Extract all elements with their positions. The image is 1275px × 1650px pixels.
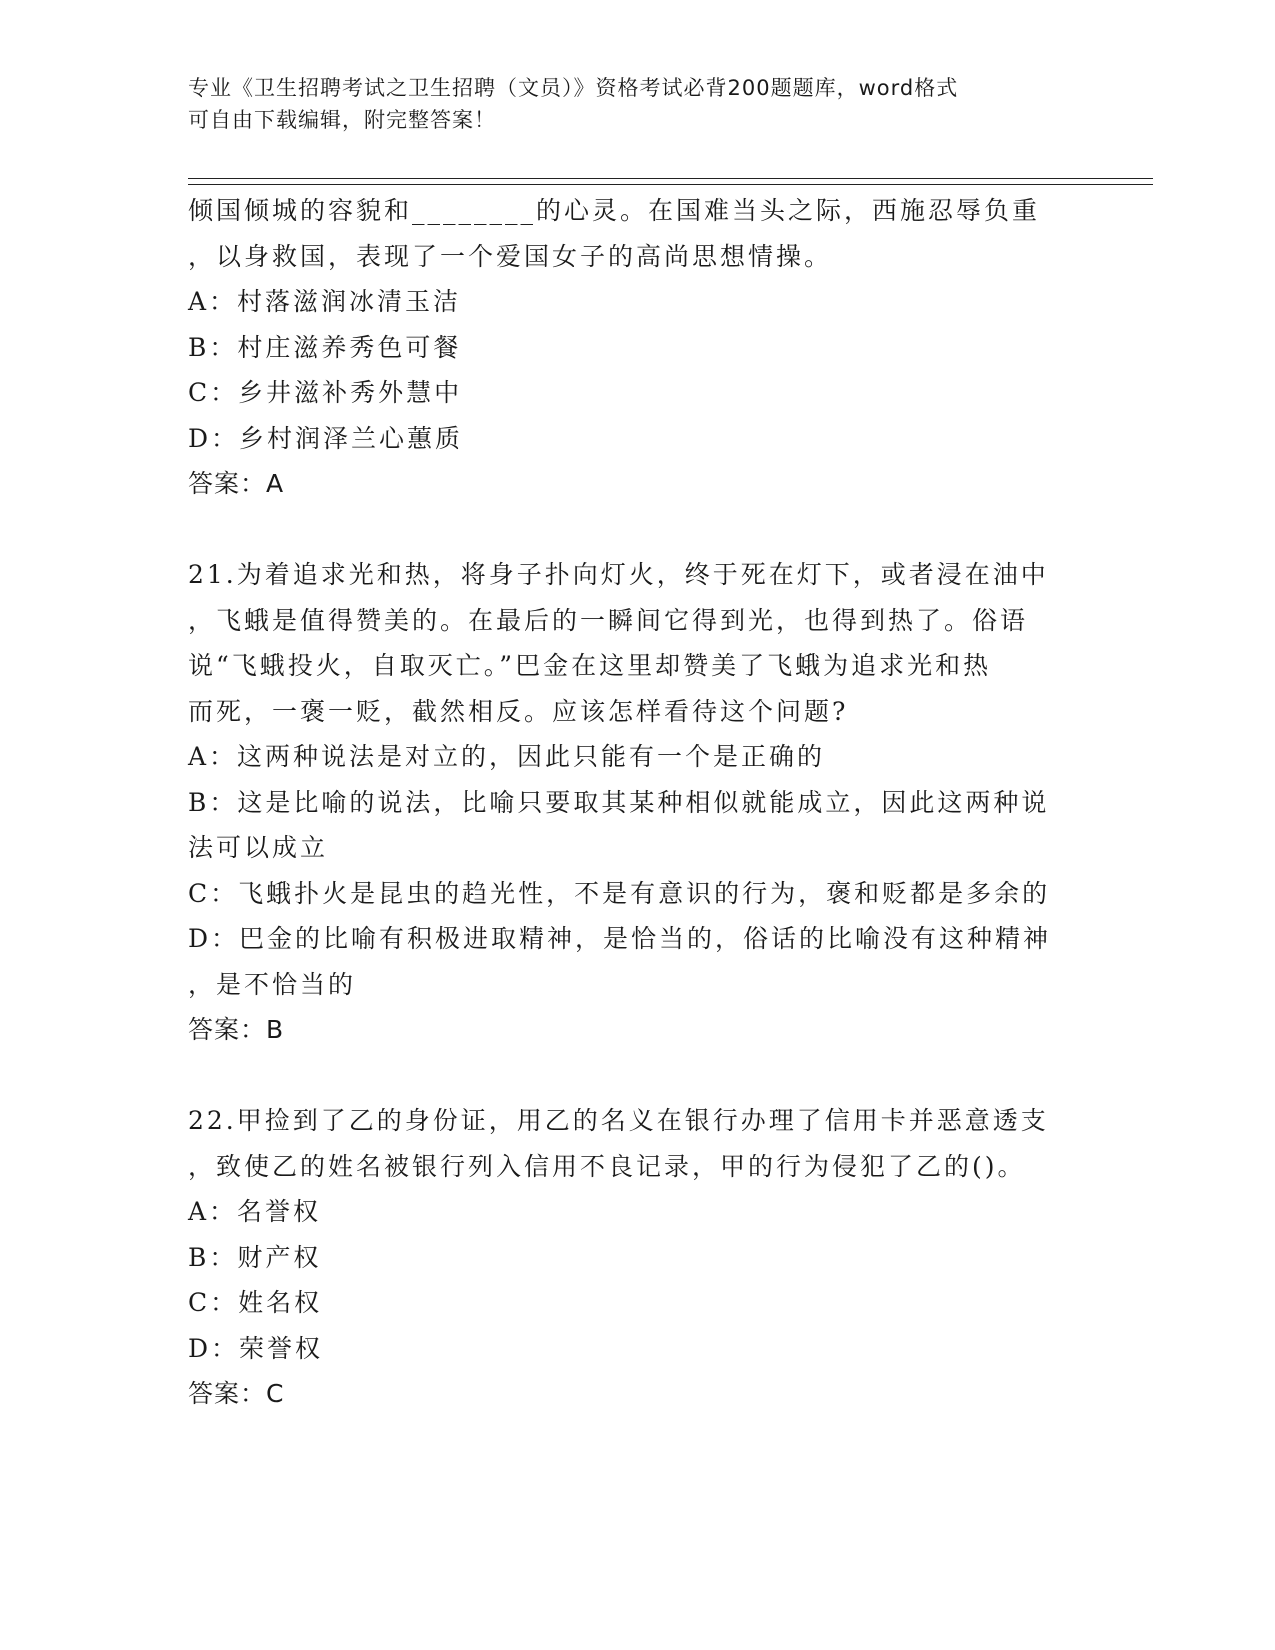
- option-d: D：荣誉权: [188, 1333, 324, 1363]
- option-c: C：乡井滋补秀外慧中: [188, 378, 463, 407]
- question-stem-line: 21.为着追求光和热，将身子扑向灯火，终于死在灯下，或者浸在油中: [188, 560, 1049, 589]
- question-stem-line: 而死，一褒一贬，截然相反。应该怎样看待这个问题?: [188, 696, 849, 726]
- option-d-continued: ，是不恰当的: [188, 969, 357, 999]
- option-b: B：财产权: [188, 1242, 322, 1272]
- option-a: A：名誉权: [188, 1197, 322, 1226]
- option-b-continued: 法可以成立: [188, 833, 329, 862]
- question-stem-line: 倾国倾城的容貌和________的心灵。在国难当头之际，西施忍辱负重: [188, 196, 1041, 225]
- option-c: C：飞蛾扑火是昆虫的趋光性，不是有意识的行为，褒和贬都是多余的: [188, 878, 1051, 908]
- question-stem-line: 22.甲捡到了乙的身份证，用乙的名义在银行办理了信用卡并恶意透支: [188, 1106, 1049, 1135]
- answer: 答案：B: [188, 1015, 285, 1044]
- option-c: C：姓名权: [188, 1288, 323, 1317]
- question-stem-line: 说“飞蛾投火，自取灭亡。”巴金在这里却赞美了飞蛾为追求光和热: [188, 651, 992, 680]
- option-b: B：村庄滋养秀色可餐: [188, 332, 462, 362]
- header-line-2: 可自由下载编辑，附完整答案！: [188, 108, 496, 132]
- header-line-1: 专业《卫生招聘考试之卫生招聘（文员）》资格考试必背200题题库，word格式: [188, 76, 959, 100]
- answer: 答案：A: [188, 469, 285, 498]
- header-divider-top: [188, 178, 1153, 179]
- option-b: B：这是比喻的说法，比喻只要取其某种相似就能成立，因此这两种说: [188, 787, 1050, 817]
- question-content: [188, 188, 1088, 1417]
- option-d: D：巴金的比喻有积极进取精神，是恰当的，俗话的比喻没有这种精神: [188, 924, 1052, 953]
- question-stem-line: ，以身救国，表现了一个爱国女子的高尚思想情操。: [188, 241, 833, 271]
- document-header: [188, 72, 1068, 136]
- answer: 答案：C: [188, 1379, 285, 1408]
- option-d: D：乡村润泽兰心蕙质: [188, 423, 464, 453]
- question-stem-line: ，飞蛾是值得赞美的。在最后的一瞬间它得到光，也得到热了。俗语: [188, 605, 1029, 635]
- question-stem-line: ，致使乙的姓名被银行列入信用不良记录，甲的行为侵犯了乙的()。: [188, 1151, 1026, 1181]
- question-20: [188, 188, 1088, 507]
- option-a: A：村落滋润冰清玉洁: [188, 287, 462, 316]
- header-divider-bottom: [188, 184, 1153, 185]
- question-22: [188, 1098, 1088, 1417]
- question-21: [188, 552, 1088, 1053]
- option-a: A：这两种说法是对立的，因此只能有一个是正确的: [188, 742, 826, 771]
